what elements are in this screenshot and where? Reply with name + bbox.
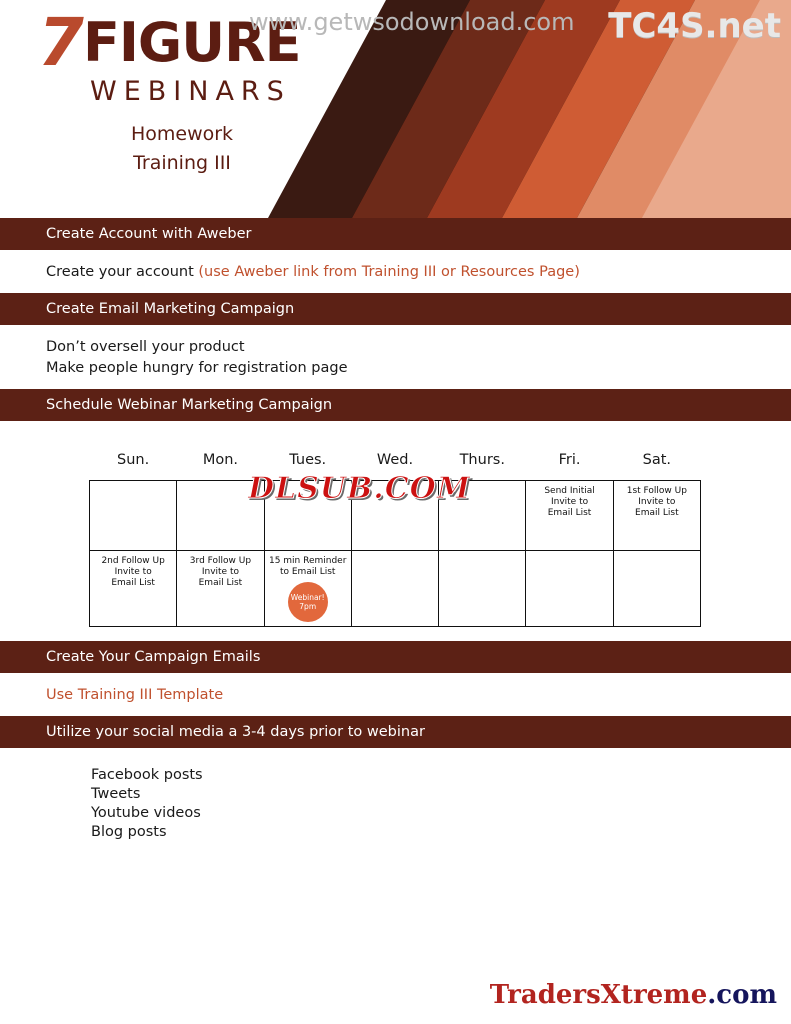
webinar-badge [288, 582, 328, 622]
email-campaign-text [0, 325, 791, 389]
calendar-day-mon: Mon. [202, 452, 239, 468]
list-item: Blog posts [91, 824, 167, 840]
watermark-tradersxtreme-name: TradersXtreme [489, 980, 708, 1010]
watermark-tradersxtreme [490, 980, 777, 1010]
cell-line1: 1st Follow Up [626, 486, 687, 496]
calendar-row-2 [90, 551, 701, 627]
logo-subtitle: WEBINARS [90, 76, 291, 107]
calendar-day-sat: Sat. [642, 452, 672, 468]
calendar-cell[interactable] [351, 551, 438, 627]
section-bar-schedule-campaign: Schedule Webinar Marketing Campaign [0, 389, 791, 421]
cell-line1: 3rd Follow Up [189, 556, 252, 566]
cell-line2: to Email List [279, 567, 336, 577]
calendar-cell-second-followup[interactable] [90, 551, 177, 627]
cell-line1: 15 min Reminder [268, 556, 347, 566]
calendar [0, 451, 791, 627]
cell-line3: Email List [198, 578, 243, 588]
logo-seven: 7 [38, 4, 83, 81]
list-item: Youtube videos [91, 805, 201, 821]
cell-line2: Invite to [550, 497, 589, 507]
calendar-cell-send-initial[interactable] [526, 481, 613, 551]
calendar-cell[interactable] [439, 551, 526, 627]
calendar-cell-first-followup[interactable] [613, 481, 700, 551]
cell-line2: Invite to [201, 567, 239, 577]
page-header [0, 0, 791, 218]
section-bar-create-account: Create Account with Aweber [0, 218, 791, 250]
calendar-cell-third-followup[interactable] [177, 551, 264, 627]
calendar-day-thurs: Thurs. [459, 452, 505, 468]
webinar-badge-line2: 7pm [299, 602, 317, 611]
calendar-day-wed: Wed. [376, 452, 414, 468]
watermark-top-url: www.getwsodownload.com [249, 8, 575, 36]
email-campaign-line1: Don’t oversell your product [46, 339, 245, 355]
cell-line2: Invite to [638, 497, 676, 507]
watermark-tradersxtreme-tld: .com [707, 980, 777, 1010]
cell-line2: Invite to [114, 567, 152, 577]
calendar-day-fri: Fri. [558, 452, 581, 468]
list-item: Facebook posts [91, 767, 203, 783]
cell-line1: 2nd Follow Up [101, 556, 165, 566]
calendar-day-tues: Tues. [289, 452, 327, 468]
watermark-dlsub: DLSUB.COM [248, 471, 471, 506]
template-note: Use Training III Template [46, 687, 224, 703]
email-campaign-line2: Make people hungry for registration page [46, 360, 348, 376]
calendar-cell[interactable] [90, 481, 177, 551]
calendar-cell[interactable] [526, 551, 613, 627]
create-account-note: (use Aweber link from Training III or Resources Page) [198, 264, 580, 280]
social-list [0, 748, 791, 842]
logo-figure: FIGURE [82, 11, 301, 74]
webinar-badge-line1: Webinar! [290, 593, 325, 602]
cell-line3: Email List [547, 508, 592, 518]
watermark-tc4s: TC4S.net [608, 6, 781, 46]
page-title-line2: Training III [133, 152, 231, 174]
cell-line1: Send Initial [544, 486, 595, 496]
calendar-day-sun: Sun. [117, 452, 150, 468]
page-title [62, 120, 302, 178]
calendar-cell[interactable] [613, 551, 700, 627]
section-bar-email-campaign: Create Email Marketing Campaign [0, 293, 791, 325]
cell-line3: Email List [635, 508, 679, 518]
calendar-cell-reminder[interactable] [264, 551, 351, 627]
create-account-label: Create your account [46, 264, 199, 280]
section-bar-social-media: Utilize your social media a 3-4 days prior to webinar [0, 716, 791, 748]
create-account-text [0, 250, 791, 293]
cell-line3: Email List [111, 578, 155, 588]
section-bar-campaign-emails: Create Your Campaign Emails [0, 641, 791, 673]
list-item: Tweets [91, 786, 141, 802]
page-title-line1: Homework [130, 123, 234, 145]
